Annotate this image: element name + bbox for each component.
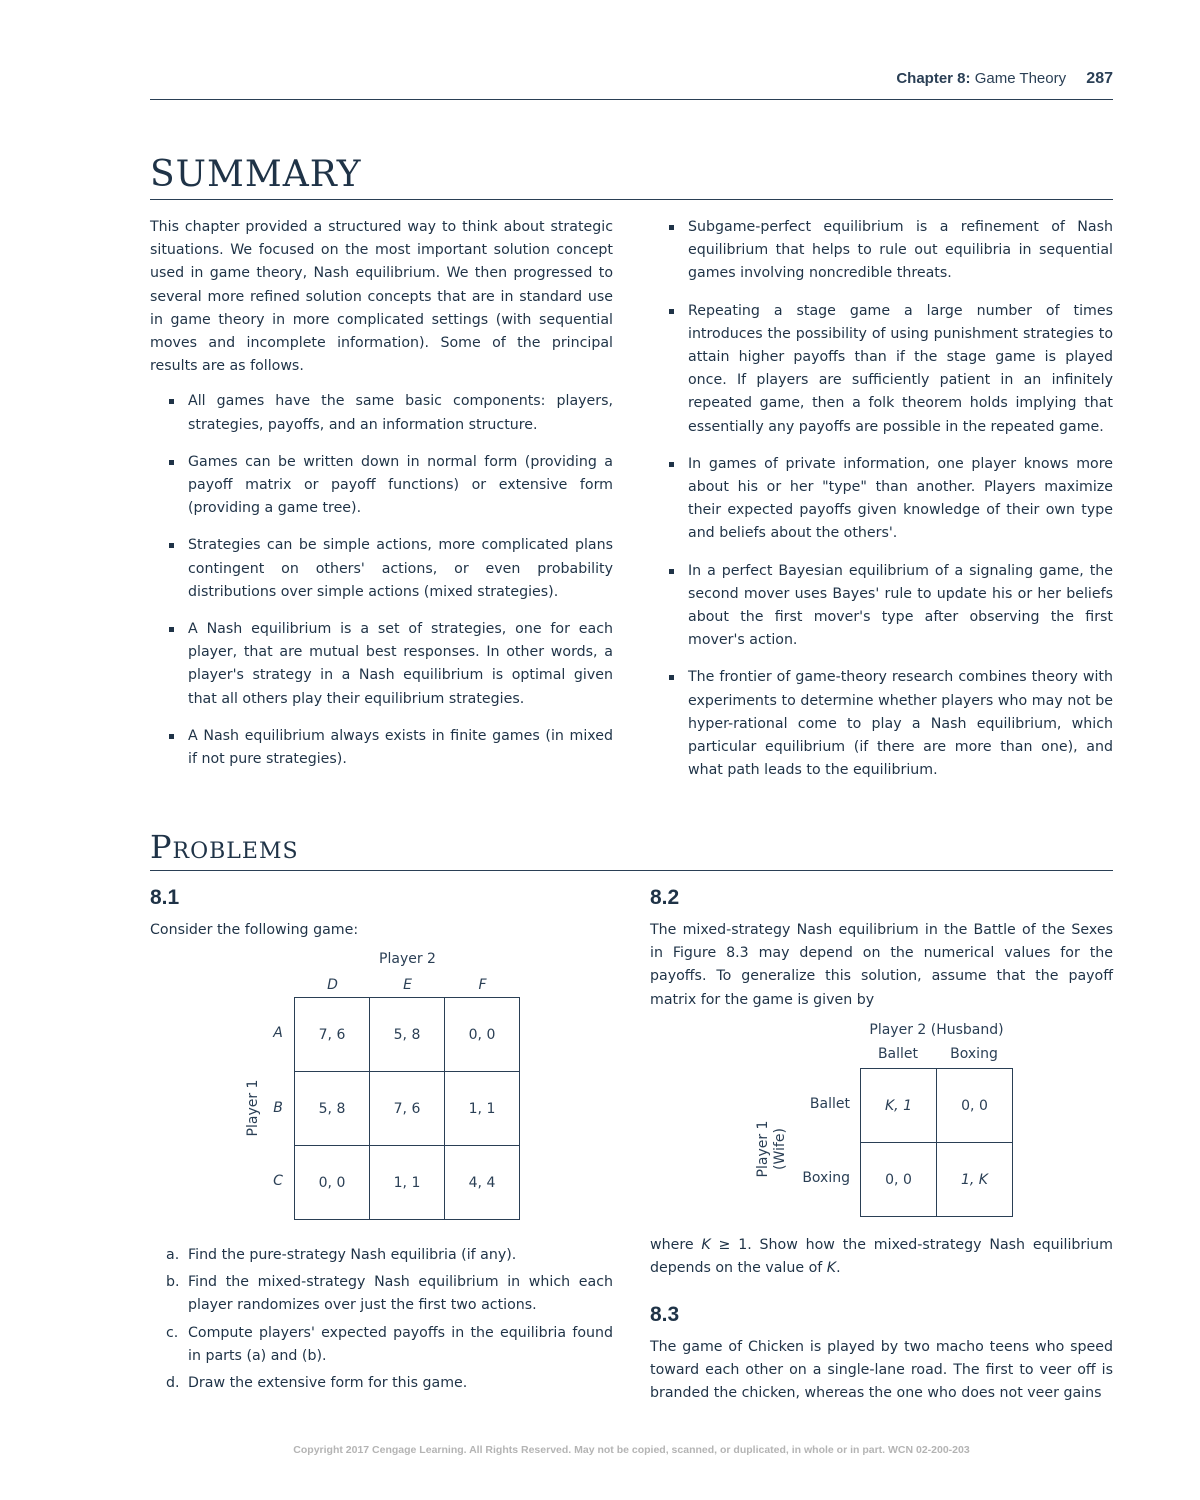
player2-label: Player 2 xyxy=(379,951,436,967)
problem-8-3-number: 8.3 xyxy=(650,1303,680,1326)
matrix-cell: 7, 6 xyxy=(295,998,370,1072)
summary-right-column xyxy=(650,216,1113,796)
summary-bullet: In a perfect Bayesian equilibrium of a signaling game, the second mover uses Bayes' rule to update his or her beliefs about the first mover's type after observing the first mover's action. xyxy=(650,560,1113,653)
matrix-cell: 1, 1 xyxy=(445,1072,520,1146)
chapter-title: Game Theory xyxy=(974,70,1067,87)
summary-title: SUMMARY xyxy=(150,154,362,195)
summary-bullet: The frontier of game-theory research combines theory with experiments to determine whether players who may not be hyper-rational come to play a Nash equilibrium, which particular equilibrium (if there are more than one), and what path leads to the equilibrium. xyxy=(650,666,1113,782)
bullet-icon xyxy=(669,462,674,467)
problem-8-2-number: 8.2 xyxy=(650,886,680,909)
problem-part: c. Compute players' expected payoffs in the equilibria found in parts (a) and (b). xyxy=(166,1324,613,1364)
summary-bullet: Repeating a stage game a large number of times introduces the possibility of using punishment strategies to attain higher payoffs than if the stage game is played once. If players are sufficiently patient in an infinitely repeated game, then a folk theorem holds implying that essentially any payoffs are possible in the repeated game. xyxy=(650,300,1113,439)
col-label: D xyxy=(327,977,338,993)
problem-8-1-number: 8.1 xyxy=(150,886,180,909)
summary-bullet: In games of private information, one player knows more about his or her "type" than another. Players maximize their expected payoffs given knowledge of their own type and beliefs about the others'. xyxy=(650,453,1113,546)
player1-wife-label: Player 1 (Wife) xyxy=(755,1120,788,1178)
problem-8-1-parts xyxy=(150,1244,613,1399)
problem-8-3-text: The game of Chicken is played by two macho teens who speed toward each other on a single-lane road. The first to veer off is branded the chicken, whereas the one who does not veer gains xyxy=(650,1339,1113,1402)
problem-8-1-intro: Consider the following game: xyxy=(150,922,359,938)
summary-intro: This chapter provided a structured way to think about strategic situations. We focused on the most important solution concept used in game theory, Nash equilibrium. We then progressed to several more refined solution concepts that are in standard use in game theory in more complicated settings (with sequential moves and incomplete information). Some of the principal results are as follows. xyxy=(150,219,613,375)
col-label: E xyxy=(403,977,412,993)
matrix-cell: 7, 6 xyxy=(370,1072,445,1146)
bullet-icon xyxy=(169,460,174,465)
problem-part: d. Draw the extensive form for this game. xyxy=(166,1375,468,1392)
problem-part: a. Find the pure-strategy Nash equilibria (if any). xyxy=(166,1247,517,1263)
matrix-cell: 1, K xyxy=(937,1143,1013,1217)
bullet-icon xyxy=(669,675,674,680)
bullet-icon xyxy=(169,399,174,404)
bullet-icon xyxy=(169,543,174,548)
col-label: Ballet xyxy=(877,1046,919,1062)
player2-husband-label: Player 2 (Husband) xyxy=(869,1022,1004,1038)
summary-bullet: Subgame-perfect equilibrium is a refinement of Nash equilibrium that helps to rule out equilibria in sequential games involving noncredible threats. xyxy=(650,216,1113,286)
bullet-icon xyxy=(669,225,674,230)
matrix-cell: 0, 0 xyxy=(295,1146,370,1220)
col-label: Boxing xyxy=(950,1046,998,1062)
row-label: Boxing xyxy=(802,1170,850,1186)
summary-bullet: Strategies can be simple actions, more complicated plans contingent on others' actions, or even probability distributions over simple actions (mixed strategies). xyxy=(150,534,613,604)
summary-left-column xyxy=(150,216,613,785)
summary-bullet: A Nash equilibrium is a set of strategies, one for each player, that are mutual best responses. In other words, a player's strategy in a Nash equilibrium is optimal given that all others play their equilibrium strategies. xyxy=(150,618,613,711)
problems-title: Problems xyxy=(150,828,299,866)
matrix-cell: 5, 8 xyxy=(370,998,445,1072)
problem-8-2-followup: where K ≥ 1. Show how the mixed-strategy Nash equilibrium depends on the value of K. xyxy=(650,1237,1113,1277)
problem-part: b. Find the mixed-strategy Nash equilibrium in which each player randomizes over just the first two actions. xyxy=(166,1274,613,1314)
page-number: 287 xyxy=(1086,70,1113,87)
copyright-footer: Copyright 2017 Cengage Learning. All Rights Reserved. May not be copied, scanned, or duplicated, in whole or in part. WCN 02-200-203 xyxy=(293,1444,970,1456)
matrix-cell: 5, 8 xyxy=(295,1072,370,1146)
running-header xyxy=(150,70,1113,88)
bullet-icon xyxy=(669,569,674,574)
matrix-cell: 1, 1 xyxy=(370,1146,445,1220)
payoff-matrix-8-2 xyxy=(860,1068,1013,1217)
matrix-cell: 0, 0 xyxy=(937,1069,1013,1143)
matrix-cell: K, 1 xyxy=(861,1069,937,1143)
row-label: B xyxy=(273,1100,283,1116)
summary-bullet: A Nash equilibrium always exists in finite games (in mixed if not pure strategies). xyxy=(150,725,613,771)
chapter-label: Chapter 8: xyxy=(896,70,971,87)
row-label: A xyxy=(273,1025,283,1041)
problems-rule xyxy=(150,870,1113,871)
bullet-icon xyxy=(169,734,174,739)
player1-label: Player 1 xyxy=(245,1079,261,1137)
summary-rule xyxy=(150,199,1113,200)
payoff-matrix-8-1 xyxy=(294,997,520,1220)
bullet-icon xyxy=(169,627,174,632)
matrix-cell: 0, 0 xyxy=(861,1143,937,1217)
problem-8-2-intro: The mixed-strategy Nash equilibrium in the Battle of the Sexes in Figure 8.3 may depend on the numerical values for the payoffs. To generalize this solution, assume that the payoff matrix for the game is given by xyxy=(650,922,1113,1008)
col-label: F xyxy=(478,977,487,993)
bullet-icon xyxy=(669,309,674,314)
summary-bullet: Games can be written down in normal form (providing a payoff matrix or payoff functions) or extensive form (providing a game tree). xyxy=(150,451,613,521)
row-label: Ballet xyxy=(809,1096,850,1112)
matrix-cell: 4, 4 xyxy=(445,1146,520,1220)
matrix-cell: 0, 0 xyxy=(445,998,520,1072)
row-label: C xyxy=(273,1173,283,1189)
header-rule xyxy=(150,99,1113,100)
summary-bullet: All games have the same basic components: players, strategies, payoffs, and an information structure. xyxy=(150,390,613,436)
